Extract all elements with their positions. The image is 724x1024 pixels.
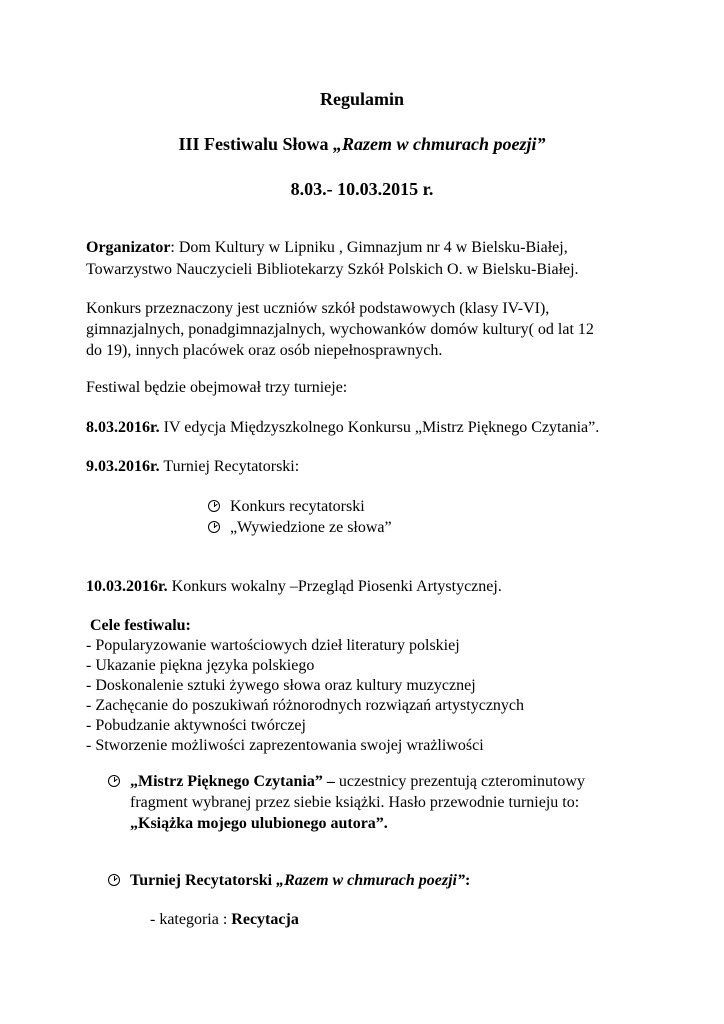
organizer-label: Organizator [86,239,171,256]
goal-item: - Ukazanie piękna języka polskiego [86,657,315,674]
turniej-line [108,871,470,891]
contest-info-line-1: Konkurs przeznaczony jest uczniów szkół podstawowych (klasy IV-VI), [86,300,550,317]
day2-line [86,457,299,477]
day3-date: 10.03.2016r. [86,578,168,595]
day3-text: Konkurs wokalny –Przegląd Piosenki Artystycznej. [167,578,502,595]
doc-title: Regulamin [319,89,404,109]
day3-line [86,577,502,597]
day2-item-2-text: „Wywiedzione ze słowa” [230,519,392,536]
clock-icon [208,521,220,533]
turniej-title: Turniej Recytatorski „Razem w chmurach poezji”: [130,872,471,889]
contest-info-line-2: gimnazjalnych, ponadgimnazjalnych, wychowanków domów kultury( od lat 12 [86,321,594,338]
mistrz-line-1 [108,772,585,792]
day2-item-1 [208,497,365,517]
goal-item: - Popularyzowanie wartościowych dzieł literatury polskiej [86,637,460,654]
clock-icon [208,500,220,512]
festival-title-italic: „Razem w chmurach poezji” [333,134,546,154]
organizer-text: : Dom Kultury w Lipniku , Gimnazjum nr 4 w Bielsku-Białej, [170,239,568,256]
category-line [150,910,299,930]
festival-dates: 8.03.- 10.03.2015 r. [290,179,434,199]
clock-icon [108,775,120,787]
category-value: Recytacja [231,911,299,928]
mistrz-line-3: „Książka mojego ulubionego autora”. [130,815,388,832]
organizer-line-2: Towarzystwo Nauczycieli Bibliotekarzy Szkół Polskich O. w Bielsku-Białej. [86,261,579,278]
goal-item: - Zachęcanie do poszukiwań różnorodnych rozwiązań artystycznych [86,697,525,714]
festival-intro: Festiwal będzie obejmował trzy turnieje: [86,379,348,396]
clock-icon [108,874,120,886]
goal-item: - Stworzenie możliwości zaprezentowania swojej wrażliwości [86,737,484,754]
day1-line [86,418,599,438]
goal-item: - Pobudzanie aktywności twórczej [86,717,306,734]
mistrz-line-2: fragment wybranej przez siebie książki. Hasło przewodnie turnieju to: [130,794,580,811]
mistrz-text: uczestnicy prezentują czterominutowy [334,773,585,790]
day2-item-2 [208,518,392,538]
festival-title [0,133,724,155]
mistrz-title: „Mistrz Pięknego Czytania” – [130,773,335,790]
organizer-line-1 [86,238,568,258]
goal-item: - Doskonalenie sztuki żywego słowa oraz kultury muzycznej [86,677,476,694]
contest-info-line-3: do 19), innych placówek oraz osób niepełnosprawnych. [86,342,443,359]
day2-item-1-text: Konkurs recytatorski [230,498,365,515]
day1-text: IV edycja Międzyszkolnego Konkursu „Mistrz Pięknego Czytania”. [159,419,600,436]
day2-date: 9.03.2016r. [86,458,160,475]
festival-title-prefix: III Festiwalu Słowa [178,134,333,154]
day1-date: 8.03.2016r. [86,419,160,436]
goals-heading: Cele festiwalu: [90,617,191,634]
category-label: - kategoria : [150,911,232,928]
day2-text: Turniej Recytatorski: [159,458,300,475]
